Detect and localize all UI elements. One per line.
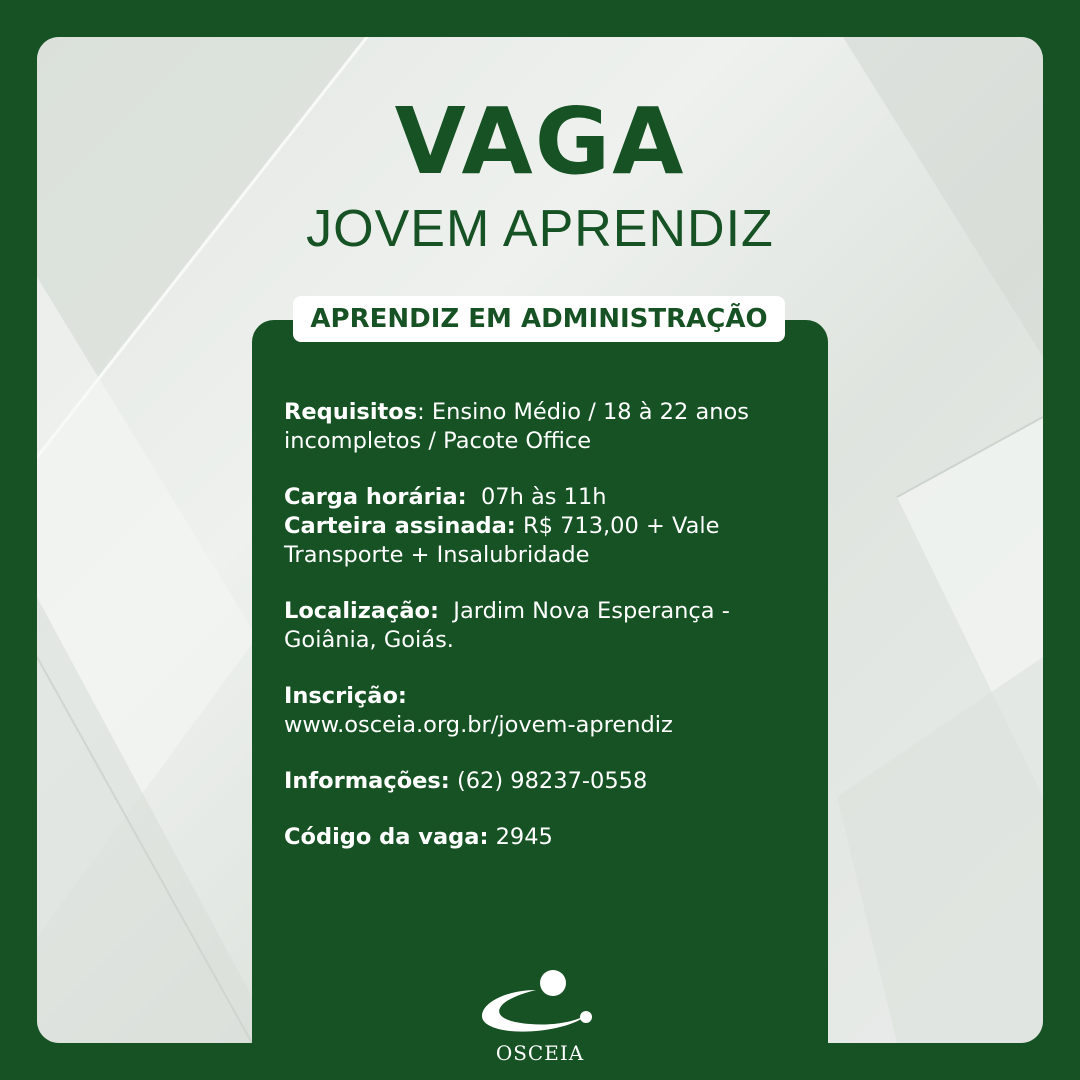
registration-link[interactable]: www.osceia.org.br/jovem-aprendiz <box>284 712 673 738</box>
requirements-value: : Ensino Médio / 18 à 22 anos incompletos / Pacote Office <box>284 399 749 454</box>
registration-label: Inscrição: <box>284 683 407 709</box>
page-title: VAGA <box>394 88 686 195</box>
location-value: Jardim Nova Esperança - Goiânia, Goiás. <box>284 598 737 653</box>
role-badge: APRENDIZ EM ADMINISTRAÇÃO <box>293 296 785 342</box>
job-code-label: Código da vaga: <box>284 824 489 850</box>
contact-item <box>284 767 804 796</box>
requirements-item <box>284 398 804 456</box>
salary-label: Carteira assinada: <box>284 513 516 539</box>
workload-label: Carga horária: <box>284 484 467 510</box>
location-item <box>284 597 804 655</box>
location-label: Localização: <box>284 598 439 624</box>
registration-item <box>284 682 804 740</box>
work-conditions-item <box>284 483 804 570</box>
job-code-item <box>284 823 804 852</box>
requirements-label: Requisitos <box>284 399 418 425</box>
workload-value: 07h às 11h <box>466 484 607 510</box>
salary-value: R$ 713,00 + Vale Transporte + Insalubridade <box>284 513 720 568</box>
page-subtitle: JOVEM APRENDIZ <box>306 200 774 258</box>
job-code-value: 2945 <box>488 824 553 850</box>
contact-phone: (62) 98237-0558 <box>449 768 648 794</box>
logo-text: OSCEIA <box>495 1041 585 1065</box>
job-details <box>284 398 804 879</box>
contact-label: Informações: <box>284 768 450 794</box>
